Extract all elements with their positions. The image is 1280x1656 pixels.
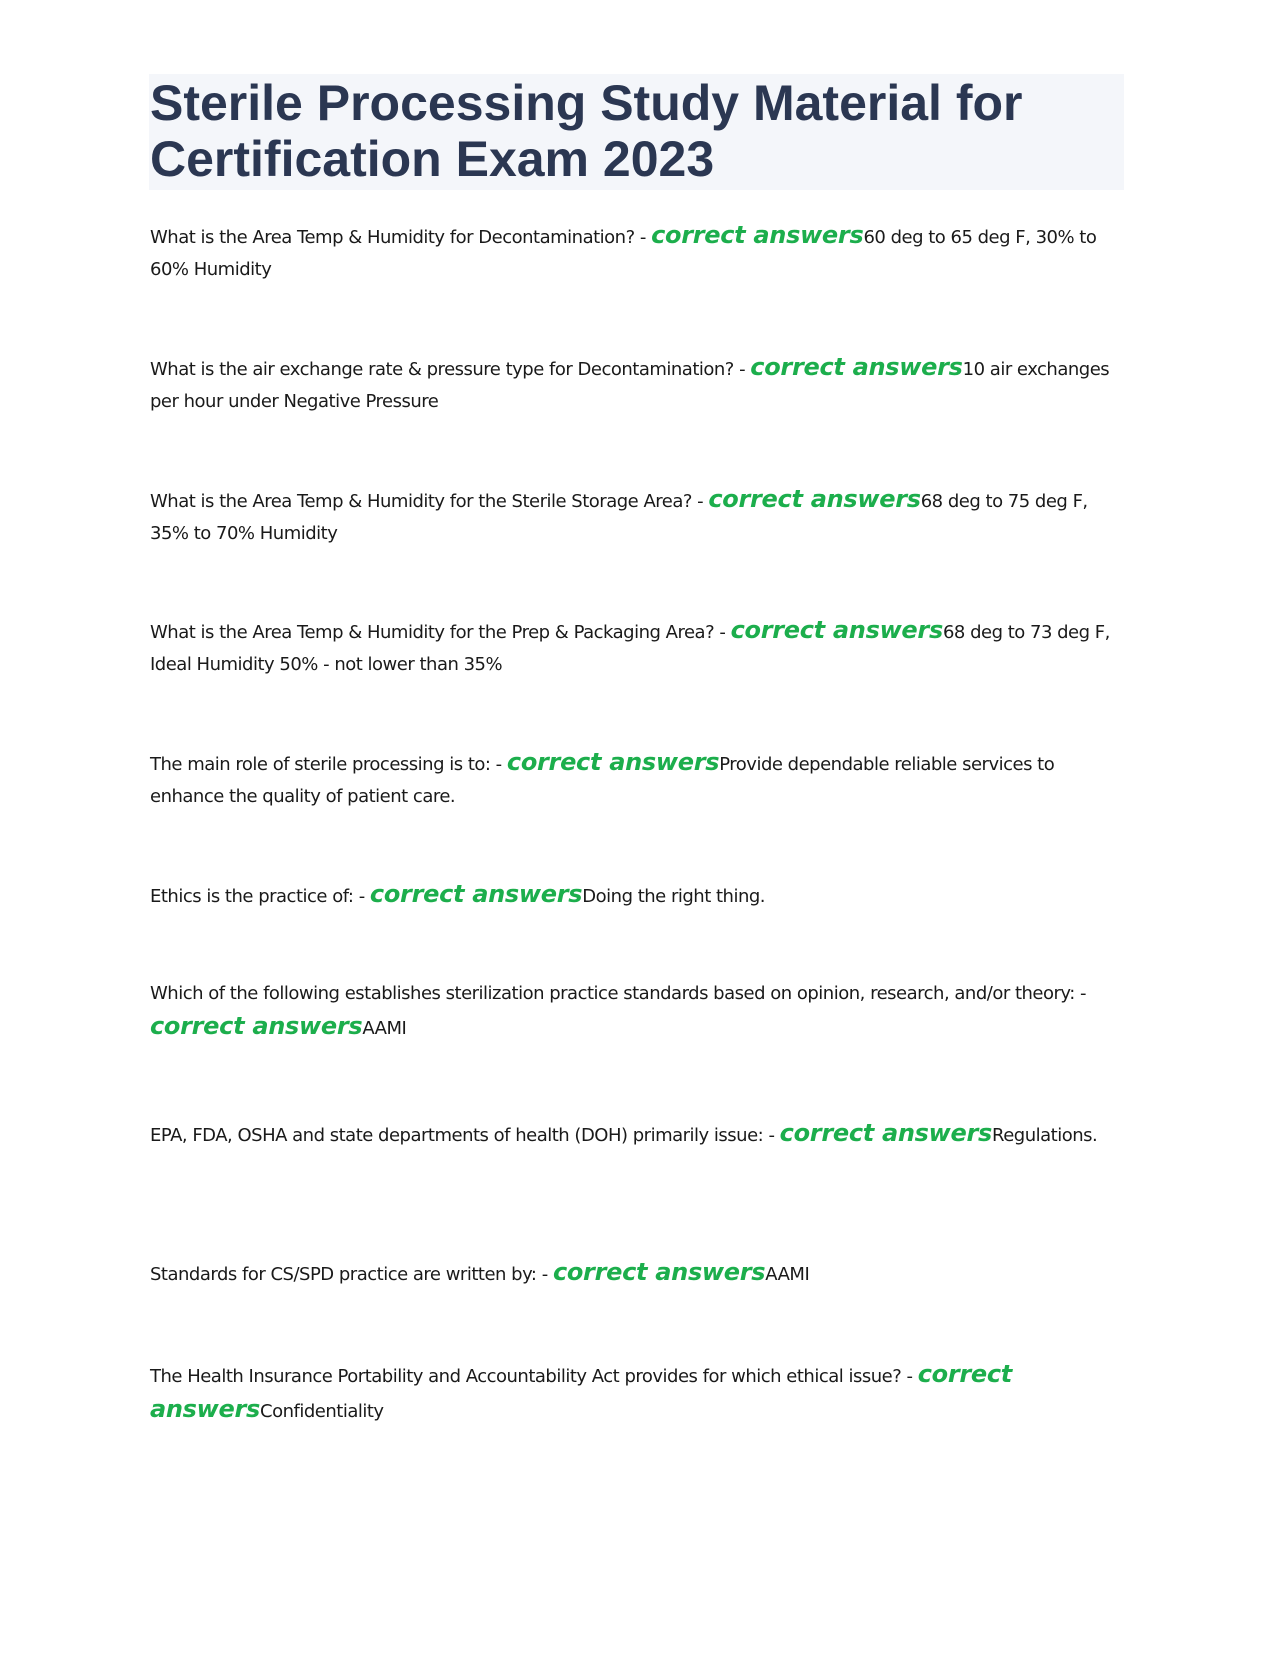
answer-text: Doing the right thing. (582, 886, 766, 907)
question-text: What is the Area Temp & Humidity for Decontamination? - (150, 227, 652, 248)
question-text: Ethics is the practice of: - (150, 886, 370, 907)
answer-marker: correct answers (730, 616, 943, 644)
answer-marker: correct answers (150, 1360, 1012, 1423)
page-title: Sterile Processing Study Material for Certification Exam 2023 (150, 75, 1023, 187)
qa-item (150, 878, 1130, 913)
question-text: What is the Area Temp & Humidity for the Sterile Storage Area? - (150, 491, 709, 512)
answer-marker: correct answers (150, 1012, 363, 1040)
question-text: EPA, FDA, OSHA and state departments of health (DOH) primarily issue: - (150, 1125, 780, 1146)
answer-text: 10 air exchanges per hour under Negative Pressure (150, 359, 1110, 412)
answer-text: Provide dependable reliable services to enhance the quality of patient care. (150, 754, 1055, 807)
qa-item (150, 978, 1130, 1045)
question-text: Standards for CS/SPD practice are written by: - (150, 1264, 553, 1285)
title-banner (149, 74, 1124, 190)
answer-marker: correct answers (708, 485, 921, 513)
qa-item (150, 1117, 1130, 1152)
question-text: What is the Area Temp & Humidity for the Prep & Packaging Area? - (150, 622, 731, 643)
qa-item (150, 1358, 1130, 1428)
qa-item (150, 614, 1130, 681)
answer-text: Regulations. (992, 1125, 1098, 1146)
qa-item (150, 746, 1130, 813)
answer-marker: correct answers (506, 748, 720, 776)
answer-text: 68 deg to 75 deg F, 35% to 70% Humidity (150, 491, 1088, 544)
qa-item (150, 219, 1130, 286)
answer-marker: correct answers (779, 1119, 993, 1147)
question-text: The main role of sterile processing is to: - (150, 754, 507, 775)
question-text: The Health Insurance Portability and Accountability Act provides for which ethical issue? - (150, 1366, 918, 1387)
qa-item (150, 483, 1130, 550)
qa-item (150, 351, 1130, 418)
question-text: Which of the following establishes sterilization practice standards based on opinion, research, and/or theory: - (150, 983, 1087, 1004)
answer-marker: correct answers (750, 353, 963, 381)
answer-marker: correct answers (369, 880, 583, 908)
qa-item (150, 1256, 1130, 1291)
answer-text: AAMI (362, 1018, 407, 1039)
answer-text: 60 deg to 65 deg F, 30% to 60% Humidity (150, 227, 1097, 280)
answer-text: 68 deg to 73 deg F, Ideal Humidity 50% - not lower than 35% (150, 622, 1110, 675)
answer-marker: correct answers (651, 221, 864, 249)
answer-text: AAMI (765, 1264, 810, 1285)
answer-marker: correct answers (552, 1258, 766, 1286)
answer-text: Confidentiality (260, 1401, 384, 1422)
question-text: What is the air exchange rate & pressure type for Decontamination? - (150, 359, 751, 380)
